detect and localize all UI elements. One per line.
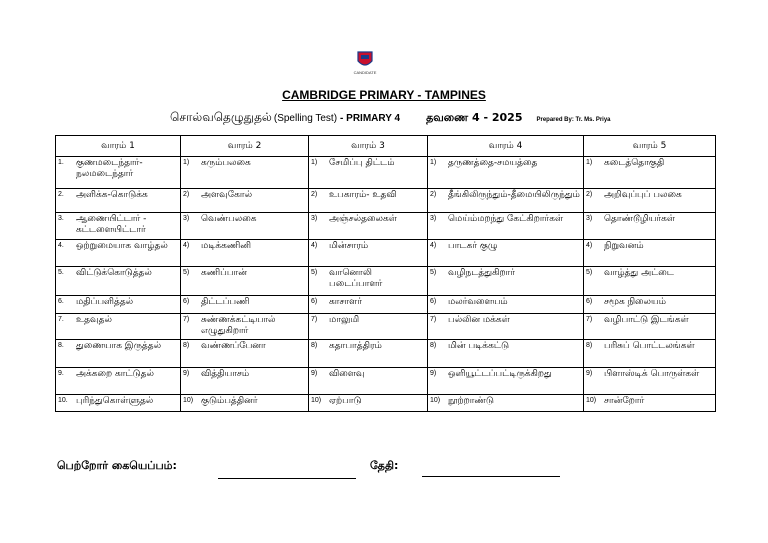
item-number: 6) [311, 298, 318, 305]
table-cell [309, 189, 428, 213]
table-row [56, 296, 716, 314]
date-line [422, 476, 560, 477]
table-cell [309, 314, 428, 340]
spelling-word: மதிப்பளித்தல் [76, 297, 134, 307]
item-number: 1. [58, 159, 64, 166]
item-number: 10. [58, 397, 68, 404]
table-cell [309, 340, 428, 368]
spelling-word: புரிந்துகொள்ளுதல் [76, 396, 154, 406]
table-cell [584, 189, 716, 213]
table-cell [584, 340, 716, 368]
item-number: 8) [311, 342, 318, 349]
spelling-word: மாலுமி [329, 315, 360, 325]
test-subtitle [170, 110, 611, 126]
item-number: 4) [586, 242, 593, 249]
table-cell [181, 314, 309, 340]
grade-label: - PRIMARY 4 [340, 113, 401, 124]
table-cell [181, 267, 309, 296]
table-row [56, 157, 716, 189]
item-number: 1) [183, 159, 190, 166]
item-number: 1) [586, 159, 593, 166]
spelling-word: சான்றோர் [604, 396, 645, 406]
spelling-word: சமூக நிலையம் [604, 297, 666, 307]
spelling-word: ஒளியூட்டப்பட்டிருக்கிறது [448, 369, 552, 379]
signature-line [218, 478, 356, 479]
table-cell [584, 368, 716, 395]
column-header: வாரம் 2 [181, 136, 309, 157]
table-cell [428, 240, 584, 267]
spelling-word: கணிப்பான் [201, 268, 247, 278]
table-row [56, 314, 716, 340]
item-number: 7) [183, 316, 190, 323]
table-cell [181, 368, 309, 395]
spelling-word: விட்டுக்கொடுத்தல் [76, 268, 152, 278]
item-number: 8) [430, 342, 437, 349]
spelling-word: குடும்பத்தினர் [201, 396, 258, 406]
item-number: 2) [586, 191, 593, 198]
item-number: 1) [430, 159, 437, 166]
table-cell [309, 368, 428, 395]
table-row [56, 213, 716, 240]
spelling-word: குணமடைந்தார்-நலமடைந்தார் [76, 158, 143, 179]
table-cell [56, 267, 181, 296]
table-cell [56, 368, 181, 395]
spelling-word: பாடகர் குழு [448, 241, 498, 251]
spelling-word: திட்டப்பணி [201, 297, 250, 307]
item-number: 8) [183, 342, 190, 349]
table-cell [181, 189, 309, 213]
spelling-word: உதவுதல் [76, 315, 112, 325]
item-number: 5) [311, 269, 318, 276]
table-row [56, 395, 716, 412]
spelling-word: வழிபாட்டு இடங்கள் [604, 315, 689, 325]
spelling-word: கதாபாத்திரம் [329, 341, 382, 351]
table-cell [309, 240, 428, 267]
item-number: 10) [183, 397, 194, 404]
spelling-word: விளைவு [329, 369, 365, 379]
spelling-word: பிளாஸ்டிக் பொருள்கள் [604, 369, 700, 379]
table-cell [56, 189, 181, 213]
table-cell [584, 240, 716, 267]
table-cell [181, 157, 309, 189]
table-cell [181, 340, 309, 368]
spelling-word: ஏற்பாடு [329, 396, 362, 406]
spelling-word: தொண்டூழியர்கள் [604, 214, 676, 224]
item-number: 6) [183, 298, 190, 305]
item-number: 6) [586, 298, 593, 305]
spelling-word: அளவுகோல் [201, 190, 253, 200]
spelling-word: வழிநடத்துகிறார் [448, 268, 515, 278]
spelling-word: வெண்பலகை [201, 214, 257, 224]
school-logo-icon [356, 50, 374, 70]
signature-label: பெற்றோர் கையெப்பம்: [57, 459, 177, 472]
item-number: 5) [586, 269, 593, 276]
table-cell [428, 189, 584, 213]
spelling-word: மடிக்கணினி [201, 241, 252, 251]
table-cell [584, 157, 716, 189]
table-cell [56, 240, 181, 267]
item-number: 9) [430, 370, 437, 377]
item-number: 5) [183, 269, 190, 276]
table-cell [428, 213, 584, 240]
item-number: 7. [58, 316, 64, 323]
table-cell [584, 296, 716, 314]
table-cell [584, 213, 716, 240]
table-cell [584, 267, 716, 296]
spelling-word: வாழ்த்து அட்டை [604, 268, 674, 278]
item-number: 9) [183, 370, 190, 377]
table-cell [428, 267, 584, 296]
spelling-table [55, 135, 716, 412]
table-cell [428, 395, 584, 412]
item-number: 8. [58, 342, 64, 349]
test-title-tamil: சொல்வதெழுதுதல் [170, 110, 272, 124]
item-number: 3) [311, 215, 318, 222]
item-number: 2) [430, 191, 437, 198]
table-cell [56, 340, 181, 368]
spelling-word: மின்சாரம் [329, 241, 369, 251]
item-number: 10) [311, 397, 322, 404]
item-number: 8) [586, 342, 593, 349]
item-number: 9) [311, 370, 318, 377]
spelling-word: கடைத்தொகுதி [604, 158, 665, 168]
table-cell [56, 296, 181, 314]
spelling-word: கரும்பலகை [201, 158, 251, 168]
item-number: 3) [430, 215, 437, 222]
spelling-word: அளிக்க-கொடுக்க [76, 190, 148, 200]
table-row [56, 189, 716, 213]
table-header-row [56, 136, 716, 157]
item-number: 7) [430, 316, 437, 323]
item-number: 6) [430, 298, 437, 305]
table-cell [309, 296, 428, 314]
spelling-word: பரிசுப் பொட்டலங்கள் [604, 341, 695, 351]
item-number: 1) [311, 159, 318, 166]
table-cell [181, 213, 309, 240]
item-number: 7) [586, 316, 593, 323]
spelling-word: நூற்றாண்டு [448, 396, 494, 406]
item-number: 2) [311, 191, 318, 198]
spelling-word: பல்லின மக்கள் [448, 315, 510, 325]
spelling-word: வித்தியாசம் [201, 369, 250, 379]
item-number: 4) [183, 242, 190, 249]
item-number: 6. [58, 298, 64, 305]
item-number: 3) [586, 215, 593, 222]
table-cell [56, 314, 181, 340]
item-number: 9) [586, 370, 593, 377]
table-cell [428, 368, 584, 395]
item-number: 7) [311, 316, 318, 323]
table-cell [428, 314, 584, 340]
item-number: 4) [311, 242, 318, 249]
table-cell [181, 395, 309, 412]
table-cell [428, 340, 584, 368]
table-cell [181, 240, 309, 267]
item-number: 2) [183, 191, 190, 198]
item-number: 3) [183, 215, 190, 222]
item-number: 4. [58, 242, 64, 249]
item-number: 2. [58, 191, 64, 198]
spelling-word: மின் படிக்கட்டு [448, 341, 510, 351]
column-header: வாரம் 5 [584, 136, 716, 157]
table-cell [56, 157, 181, 189]
table-cell [309, 267, 428, 296]
spelling-word: அக்கறை காட்டுதல் [76, 369, 155, 379]
item-number: 3. [58, 215, 64, 222]
spelling-word: வண்ணப்பேனா [201, 341, 266, 351]
spelling-word: சேமிப்பு திட்டம் [329, 158, 395, 168]
table-cell [56, 395, 181, 412]
table-cell [56, 213, 181, 240]
spelling-word: மெய்ம்மறந்து கேட்கிறார்கள் [448, 214, 564, 224]
spelling-word: உபகாரம்- உதவி [329, 190, 397, 200]
column-header: வாரம் 3 [309, 136, 428, 157]
term-label: தவணை 4 - 2025 [426, 111, 523, 124]
table-cell [428, 157, 584, 189]
spelling-word: சுண்ணக்கட்டியால் எழுதுகிறார் [201, 315, 276, 336]
table-cell [309, 157, 428, 189]
table-cell [309, 395, 428, 412]
item-number: 10) [430, 397, 441, 404]
logo-caption: CANDIDATE [353, 70, 377, 75]
table-cell [428, 296, 584, 314]
prepared-by: Prepared By: Tr. Ms. Priya [536, 117, 611, 123]
table-cell [181, 296, 309, 314]
column-header: வாரம் 4 [428, 136, 584, 157]
spelling-word: அறிவுப்புப் பலகை [604, 190, 682, 200]
spelling-word: ஒற்றுமையாக வாழ்தல் [76, 241, 168, 251]
spelling-word: தீங்கிலிருந்தும்-தீமையிலிருந்தும் [448, 190, 580, 200]
test-title-english: (Spelling Test) [273, 113, 338, 124]
item-number: 4) [430, 242, 437, 249]
spelling-word: வானொலி படைப்பாளர் [329, 268, 383, 289]
table-cell [584, 395, 716, 412]
table-cell [584, 314, 716, 340]
spelling-word: மலர்வளையம் [448, 297, 508, 307]
item-number: 9. [58, 370, 64, 377]
spelling-word: அஞ்சல்தலைகள் [329, 214, 397, 224]
spelling-word: காசாளர் [329, 297, 362, 307]
date-label: தேதி: [370, 459, 399, 472]
item-number: 5. [58, 269, 64, 276]
spelling-word: தருணத்தை-சமயத்தை [448, 158, 538, 168]
spelling-word: ஆணையிட்டார் - கட்டளையிட்டார் [76, 214, 147, 235]
table-row [56, 240, 716, 267]
table-row [56, 340, 716, 368]
spelling-word: நிறுவனம் [604, 241, 644, 251]
table-row [56, 267, 716, 296]
column-header: வாரம் 1 [56, 136, 181, 157]
table-cell [309, 213, 428, 240]
item-number: 10) [586, 397, 597, 404]
item-number: 5) [430, 269, 437, 276]
school-title: CAMBRIDGE PRIMARY - TAMPINES [282, 88, 486, 102]
table-row [56, 368, 716, 395]
spelling-word: துணையாக இருத்தல் [76, 341, 162, 351]
